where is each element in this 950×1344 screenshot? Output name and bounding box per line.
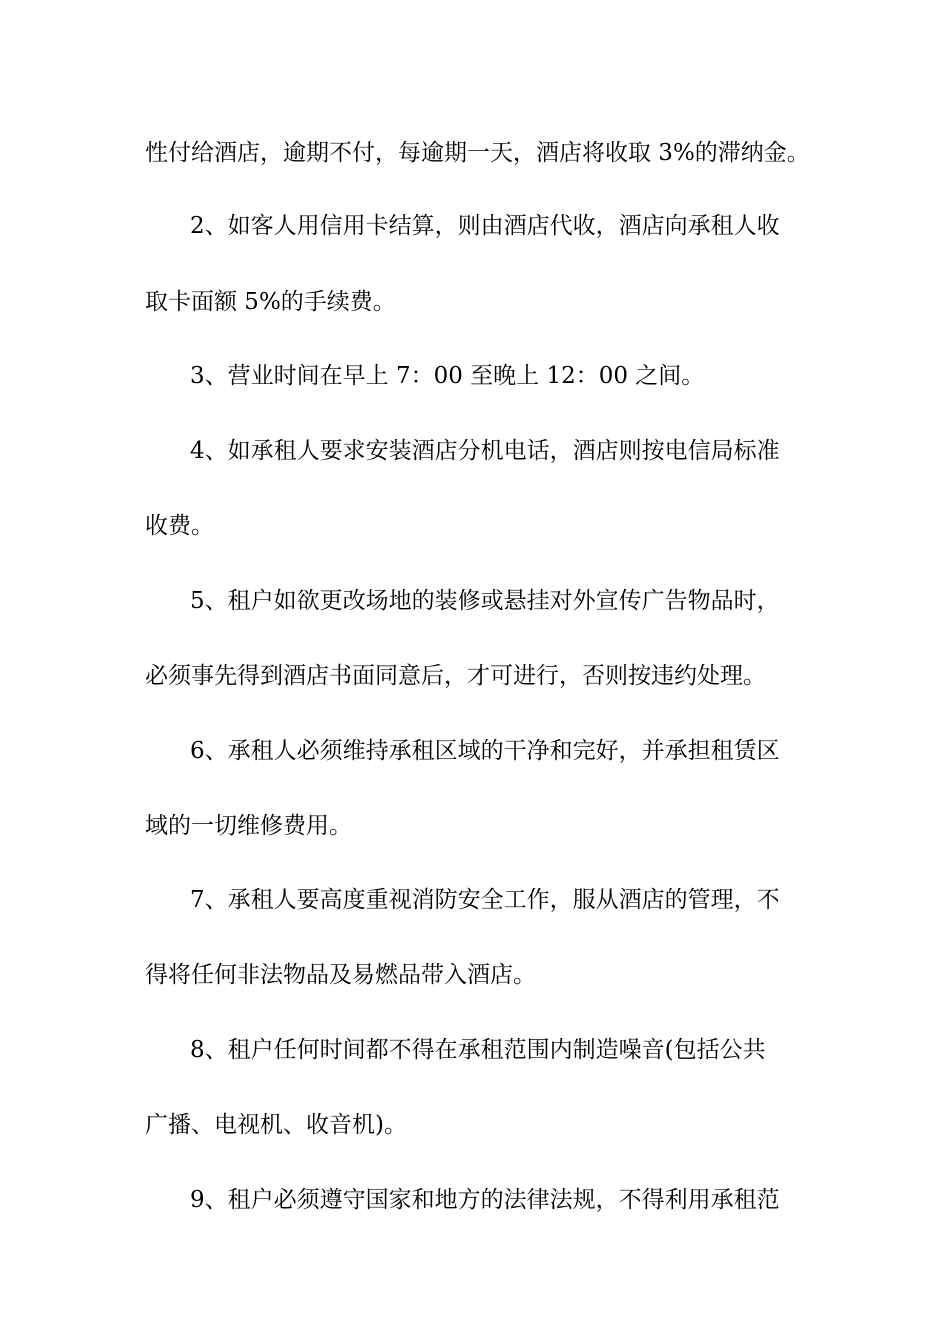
clause-8-line-2: 广播、电视机、收音机)。	[145, 1112, 407, 1138]
text-line: 性付给酒店，逾期不付，每逾期一天，酒店将收取 3%的滞纳金。	[145, 140, 810, 166]
clause-7-line-1: 7、承租人要高度重视消防安全工作，服从酒店的管理，不	[190, 887, 780, 913]
clause-2-line-2: 取卡面额 5%的手续费。	[145, 289, 396, 315]
clause-3-line-1: 3、营业时间在早上 7：00 至晚上 12：00 之间。	[190, 363, 705, 389]
clause-8-line-1: 8、租户任何时间都不得在承租范围内制造噪音(包括公共	[190, 1037, 766, 1063]
clause-4-line-2: 收费。	[145, 513, 214, 539]
clause-5-line-1: 5、租户如欲更改场地的装修或悬挂对外宣传广告物品时，	[190, 588, 780, 614]
clause-6-line-1: 6、承租人必须维持承租区域的干净和完好，并承担租赁区	[190, 738, 780, 764]
clause-7-line-2: 得将任何非法物品及易燃品带入酒店。	[145, 962, 536, 988]
clause-2-line-1: 2、如客人用信用卡结算，则由酒店代收，酒店向承租人收	[190, 213, 780, 239]
clause-9-line-1: 9、租户必须遵守国家和地方的法律法规，不得利用承租范	[190, 1187, 780, 1213]
clause-5-line-2: 必须事先得到酒店书面同意后，才可进行，否则按违约处理。	[145, 663, 766, 689]
clause-6-line-2: 域的一切维修费用。	[145, 813, 352, 839]
clause-4-line-1: 4、如承租人要求安装酒店分机电话，酒店则按电信局标准	[190, 438, 780, 464]
